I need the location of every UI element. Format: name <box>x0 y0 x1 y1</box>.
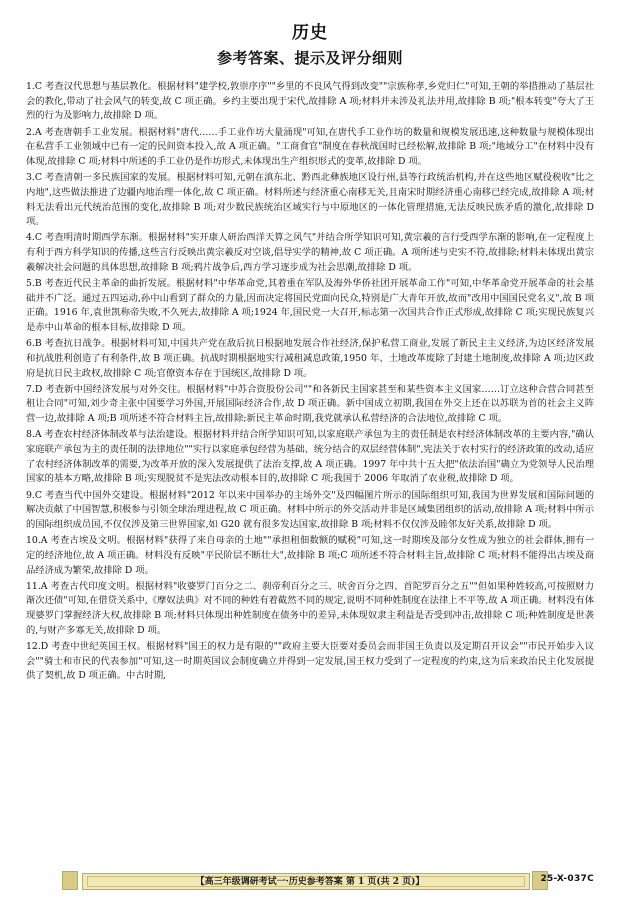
answer-item: 2.A 考查唐朝手工业发展。根据材料"唐代……手工业作坊大量涌现"可知,在唐代手工业作坊的数量和规模发展迅速,这种数量与规模体现出在私营手工业领域中已有一定的民间资本投入,故 A 项正确。"工商食官"制度在春秋战国时已经松解,故排除 B 项;"地域分工"在材料中没有体现,故排除 C 项;材料中所述的手工业仍是作坊形式,未体现出生产组织形式的变革,故排除 D 项。 <box>26 126 594 167</box>
page-title: 历史 <box>292 23 328 43</box>
page-footer <box>26 870 594 892</box>
footer-label: 【高三年级调研考试一·历史参考答案 第 1 页(共 2 页)】 <box>195 877 425 887</box>
page-subtitle: 参考答案、提示及评分细则 <box>216 49 403 67</box>
answer-item: 5.B 考查近代民主革命的曲折发展。根据材料"中华革命党,其着重在军队及海外华侨社团开展革命工作"可知,中华革命党开展革命的社会基础并不广泛。通过五四运动,孙中山看到了群众的力量,因而决定将国民党面向民众,特别是广大青年开放,故而"改用中国国民党名义",故 B 项正确。1916 年,袁世凯称帝失败,不久死去,故排除 A 项;1924 年,国民党一大召开,标志第一次国共合作正式形成,故排除 C 项;实现民族复兴是赤中山革命的根本目标,故排除 D 项。 <box>26 277 594 333</box>
answers-list <box>26 80 594 684</box>
answer-item: 12.D 考查中世纪英国王权。根据材料"国王的权力是有限的""政府主要大臣要对委员会而非国王负责以及定期召开议会""市民开始步入议会""骑士和市民的代表参加"可知,这一时期英国议会制度确立并得到一定发展,国王权力受到了一定程度的约束,这为后来政治民主化发展提供了契机,故 D 项正确。中古时期, <box>26 640 594 682</box>
answer-item: 3.C 考查清朝一多民族国家的发展。根据材料可知,元朝在滇东北、黔西北彝族地区设行州,县等行政统治机构,并在这些地区赋役税收"比之内地",这些做法推进了边疆内地治理一体化,故 C 项正确。材料所述与经济重心南移无关,且南宋时期经济重心南移已经完成,故排除 A 项;材料无法看出元代统治范围的变化,故排除 B 项;对少数民族统治区域实行与中原地区的一体化管理措施,无法反映民族矛盾的激化,故排除 D 项。 <box>26 172 594 228</box>
answer-item: 8.A 考查农村经济体制改革与法治建设。根据材料并结合所学知识可知,以家庭联产承包为主的责任制是农村经济体制改革的主要内容,"确认家庭联产承包为主的责任制的法律地位""实行以家庭承包经营为基础、统分结合的双层经营体制",宪法关于农村实行的经济政策的改动,适应了农村经济体制改革的需要,为改革开放的深入发展提供了法治支撑,故 A 项正确。1997 年中共十五大把"依法治国"确立为党领导人民治理国家的基本方略,故排除 B 项;实现脱贫不是宪法改动根本目的,故排除 C 项;我国于 2006 年取消了农业税,故排除 D 项。 <box>26 429 594 485</box>
answer-item: 11.A 考查古代印度文明。根据材料"收婆罗门百分之二、刹帝利百分之三、吠舍百分之四、首陀罗百分之五""但如果种姓较高,可按照财力渐次还债"可知,在借贷关系中,《摩奴法典》对不同的种姓有着截然不同的规定,说明不同种姓制度在法律上不平等,故 A 项正确。材料没有体现婆罗门掌握经济大权,故排除 B 项;材料只体现出种姓制度在债务中的差异,未体现奴隶主利益是否受到冲击,故排除 C 项;种姓制度是世袭的,与财产多寡无关,故排除 D 项。 <box>26 580 594 636</box>
answer-item: 7.D 考查新中国经济发展与对外交往。根据材料"中苏合资股份公司""和各新民主国家甚至和某些资本主义国家……订立这种合营合同甚至租让合同"可知,刘少奇主张中国要学习外国,开展国际经济合作,故 D 项正确。新中国成立初期,我国在外交上还在以苏联为首的社会主义阵营一边,故排除 A 项;B 项所述不符合材料主旨,故排除;新民主革命时期,我党就承认私营经济的合法地位,故排除 C 项。 <box>26 383 594 425</box>
footer-code: 25-X-037C <box>540 874 594 884</box>
answer-item: 4.C 考查明清时期西学东渐。根据材料"实开康人研治西洋天算之风气"并结合所学知识可知,黄宗羲的言行受西学东渐的影响,在一定程度上有利于西方科学知识的传播,这些言行反映出黄宗羲反对空谈,倡导实学的精神,故 C 项正确。A 项所述与史实不符,故排除;材料未体现出黄宗羲解决社会问题的具体思想,故排除 B 项;鸦片战争后,西方学习逐步成为社会思潮,故排除 D 项。 <box>26 232 594 273</box>
answer-item: 1.C 考查汉代思想与基层教化。根据材料"建学校,敦崇序序""乡里的不良风气得到改变""宗族称孝,乡党归仁"可知,王朝的举措推动了基层社会的教化,带动了社会风气的转变,故 C 项正确。乡约主要出现于宋代,故排除 A 项;材料并未涉及礼法并用,故排除 B 项;"根本转变"夸大了王烈的行为及影响力,故排除 D 项。 <box>26 81 594 122</box>
answer-item: 9.C 考查当代中国外交建设。根据材料"2012 年以来中国举办的主场外交"及四幅图片所示的国际组织可知,我国为世界发展和国际问题的解决贡献了中国智慧,积极参与引领全球治理进程,故 C 项正确。材料中所示的外交活动并非是区域集团组织的活动,故排除 A 项;材料中所示的国际组织成员国,不仅仅涉及第三世界国家,如 G20 就有很多发达国家,故排除 B 项;材料不仅仅涉及睦邻友好关系,故排除 D 项。 <box>26 489 594 530</box>
answer-item: 10.A 考查古埃及文明。根据材料"获得了来自母亲的土地""承担租佃数额的赋税"可知,这一时期埃及部分女性成为独立的社会群体,拥有一定的经济地位,故 A 项正确。材料没有反映"平民阶层不断壮大",故排除 B 项;C 项所述不符合材料主旨,故排除 C 项;材料不能得出古埃及商品经济成为繁荣,故排除 D 项。 <box>26 535 594 576</box>
answer-item: 6.B 考查抗日战争。根据材料可知,中国共产党在敌后抗日根据地发展合作社经济,保护私营工商业,发展了新民主主义经济,为边区经济发展和抗战胜利创造了有利条件,故 B 项正确。抗战时期根据地实行减租减息政策,1950 年、土地改革废除了封建土地制度,故排除 A 项;边区政府是抗日民主政权,故排除 C 项;官僚资本存在于国统区,故排除 D 项。 <box>26 338 594 379</box>
